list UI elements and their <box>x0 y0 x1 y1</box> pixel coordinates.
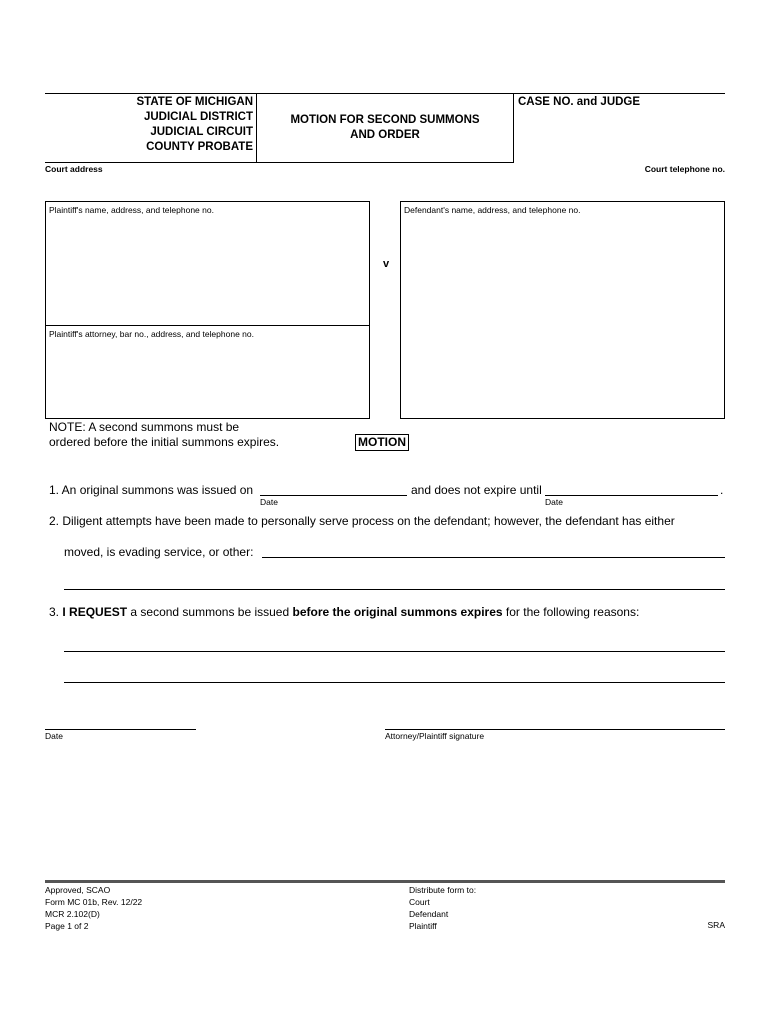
motion-section-label: MOTION <box>355 434 409 451</box>
court-name-block <box>45 95 253 155</box>
form-title-line1: MOTION FOR SECOND SUMMONS <box>290 114 480 126</box>
footer-left <box>45 884 142 932</box>
item2-line2: moved, is evading service, or other: <box>64 545 254 559</box>
item3-text1: a second summons be issued <box>130 605 290 619</box>
footer-form-no: Form MC 01b, Rev. 12/22 <box>45 897 143 907</box>
defendant-label: Defendant's name, address, and telephone no. <box>404 205 581 215</box>
footer-rule <box>45 880 725 883</box>
court-line-district: JUDICIAL DISTRICT <box>143 111 253 123</box>
header-divider-right <box>513 94 514 163</box>
form-title-line2: AND ORDER <box>350 129 420 141</box>
footer-mcr: MCR 2.102(D) <box>45 909 100 919</box>
header-top-rule <box>45 93 725 94</box>
item1-date-label-2: Date <box>545 497 563 507</box>
court-line-probate: COUNTY PROBATE <box>146 141 253 153</box>
versus-label: v <box>383 258 390 270</box>
summons-expiry-date-input[interactable] <box>545 495 718 496</box>
case-no-label: CASE NO. and JUDGE <box>518 96 641 108</box>
item1-prefix: 1. An original summons was issued on <box>49 483 254 497</box>
original-summons-date-input[interactable] <box>260 495 407 496</box>
footer-approved: Approved, SCAO <box>45 885 111 895</box>
item3-bold2: before the original summons expires <box>292 605 503 619</box>
header-divider-left <box>256 94 257 163</box>
defendant-field[interactable] <box>403 218 721 416</box>
item3-text <box>49 605 639 619</box>
plaintiff-label: Plaintiff's name, address, and telephone no. <box>49 205 214 215</box>
court-address-label: Court address <box>45 164 103 174</box>
item1-end: . <box>720 483 724 497</box>
distribute-court: Court <box>409 897 430 907</box>
item1-date-label-1: Date <box>260 497 278 507</box>
item3-num: 3. <box>49 605 60 619</box>
note-text <box>49 420 279 450</box>
signature-label: Attorney/Plaintiff signature <box>385 731 485 741</box>
other-reason-input-line2[interactable] <box>64 589 725 590</box>
footer-code: SRA <box>707 920 725 930</box>
footer-distribute <box>409 884 476 932</box>
distribute-title: Distribute form to: <box>409 885 477 895</box>
distribute-defendant: Defendant <box>409 909 449 919</box>
court-line-circuit: JUDICIAL CIRCUIT <box>150 126 253 138</box>
note-line1: NOTE: A second summons must be <box>49 420 240 434</box>
item2-line1: 2. Diligent attempts have been made to personally serve process on the defendant; however, the defendant has either <box>49 514 675 528</box>
item3-bold1: I REQUEST <box>62 605 128 619</box>
reasons-input-line1[interactable] <box>64 651 725 652</box>
header-bottom-rule <box>45 162 513 163</box>
note-line2: ordered before the initial summons expires. <box>49 435 280 449</box>
signature-input[interactable] <box>385 729 725 730</box>
signature-date-input[interactable] <box>45 729 196 730</box>
court-line-state: STATE OF MICHIGAN <box>136 96 253 108</box>
signature-date-label: Date <box>45 731 63 741</box>
reasons-input-line2[interactable] <box>64 682 725 683</box>
case-no-field[interactable] <box>520 112 720 160</box>
plaintiff-attorney-field[interactable] <box>48 342 366 416</box>
plaintiff-field[interactable] <box>48 218 366 322</box>
footer-page: Page 1 of 2 <box>45 921 89 931</box>
item3-text2: for the following reasons: <box>505 605 640 619</box>
plaintiff-box-divider <box>45 325 370 326</box>
distribute-plaintiff: Plaintiff <box>409 921 437 931</box>
court-phone-label: Court telephone no. <box>644 164 725 174</box>
other-reason-input[interactable] <box>262 557 725 558</box>
form-title <box>258 113 512 143</box>
item1-mid: and does not expire until <box>411 483 542 497</box>
plaintiff-attorney-label: Plaintiff's attorney, bar no., address, and telephone no. <box>49 329 254 339</box>
